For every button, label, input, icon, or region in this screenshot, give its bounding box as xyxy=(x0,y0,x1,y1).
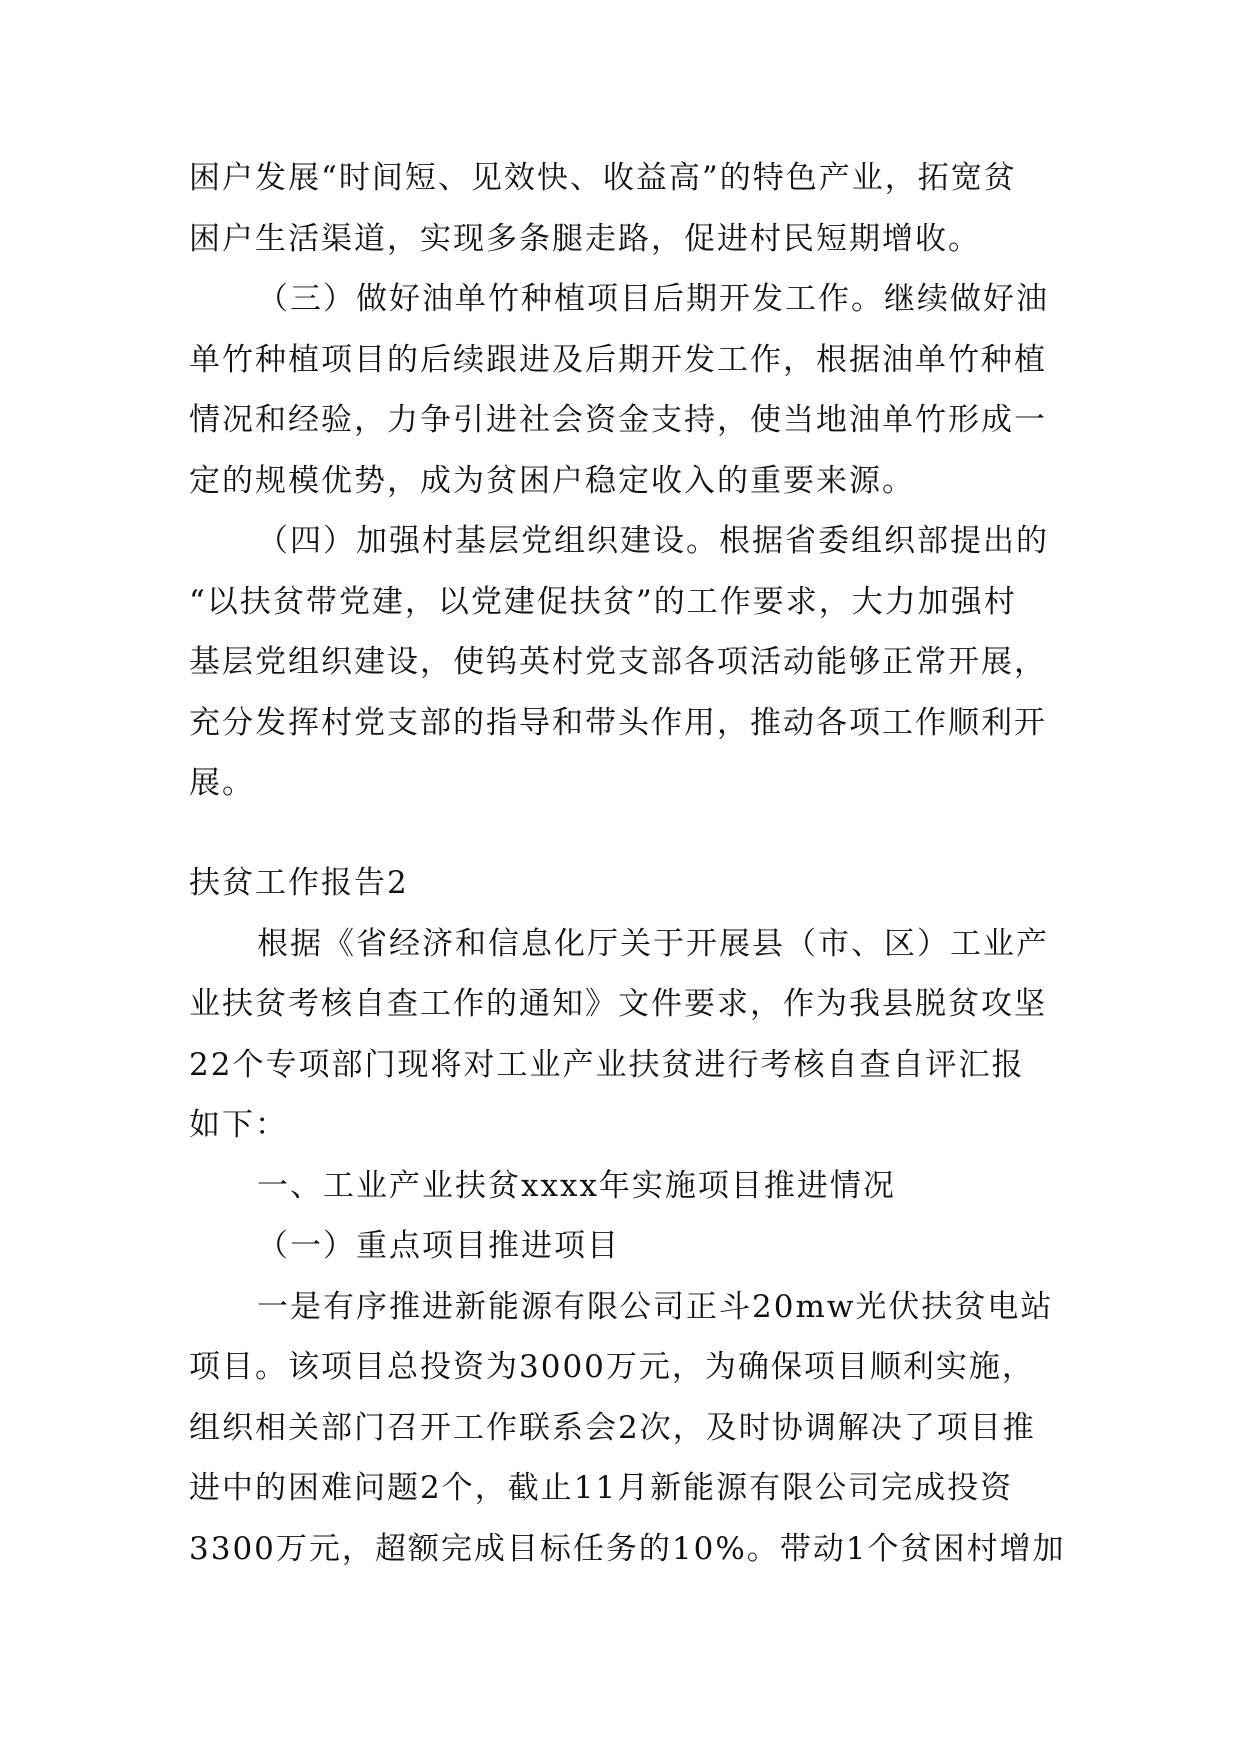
report-two-section xyxy=(189,853,1066,1579)
paragraph-line: 22个专项部门现将对工业产业扶贫进行考核自查自评汇报 xyxy=(189,1046,1025,1083)
section-one-text xyxy=(189,148,1059,814)
paragraph-line: （四）加强村基层党组织建设。根据省委组织部提出的 xyxy=(257,523,1049,559)
paragraph-line: 基层党组织建设，使钨英村党支部各项活动能够正常开展， xyxy=(189,644,1047,680)
paragraph-line: “以扶贫带党建，以党建促扶贫”的工作要求，大力加强村 xyxy=(189,583,1017,620)
paragraph-line: 展。 xyxy=(189,765,255,801)
paragraph-line: 一是有序推进新能源有限公司正斗20mw光伏扶贫电站 xyxy=(257,1288,1054,1325)
paragraph-line: 3300万元，超额完成目标任务的10%。带动1个贫困村增加 xyxy=(189,1530,1066,1567)
paragraph-line: 定的规模优势，成为贫困户稳定收入的重要来源。 xyxy=(189,462,915,499)
paragraph-line: 充分发挥村党支部的指导和带头作用，推动各项工作顺利开 xyxy=(189,704,1047,741)
paragraph-line: （三）做好油单竹种植项目后期开发工作。继续做好油 xyxy=(257,281,1049,317)
section-heading: 一、工业产业扶贫xxxx年实施项目推进情况 xyxy=(257,1167,896,1204)
paragraph-line: 单竹种植项目的后续跟进及后期开发工作，根据油单竹种植 xyxy=(189,341,1047,378)
report-title: 扶贫工作报告2 xyxy=(189,865,409,901)
paragraph-line: 困户生活渠道，实现多条腿走路，促进村民短期增收。 xyxy=(189,220,981,257)
paragraph-line: 组织相关部门召开工作联系会2次，及时协调解决了项目推 xyxy=(189,1409,1036,1446)
paragraph-line: 困户发展“时间短、见效快、收益高”的特色产业，拓宽贫 xyxy=(189,160,1017,196)
paragraph-line: 项目。该项目总投资为3000万元，为确保项目顺利实施， xyxy=(189,1349,1035,1385)
paragraph-line: 进中的困难问题2个，截止11月新能源有限公司完成投资 xyxy=(189,1470,1014,1506)
paragraph-line: 如下： xyxy=(189,1107,288,1143)
paragraph-line: 业扶贫考核自查工作的通知》文件要求，作为我县脱贫攻坚 xyxy=(189,986,1047,1022)
paragraph-line: 情况和经验，力争引进社会资金支持，使当地油单竹形成一 xyxy=(189,402,1047,438)
subsection-heading: （一）重点项目推进项目 xyxy=(257,1228,620,1264)
paragraph-line: 根据《省经济和信息化厅关于开展县（市、区）工业产 xyxy=(257,925,1049,962)
